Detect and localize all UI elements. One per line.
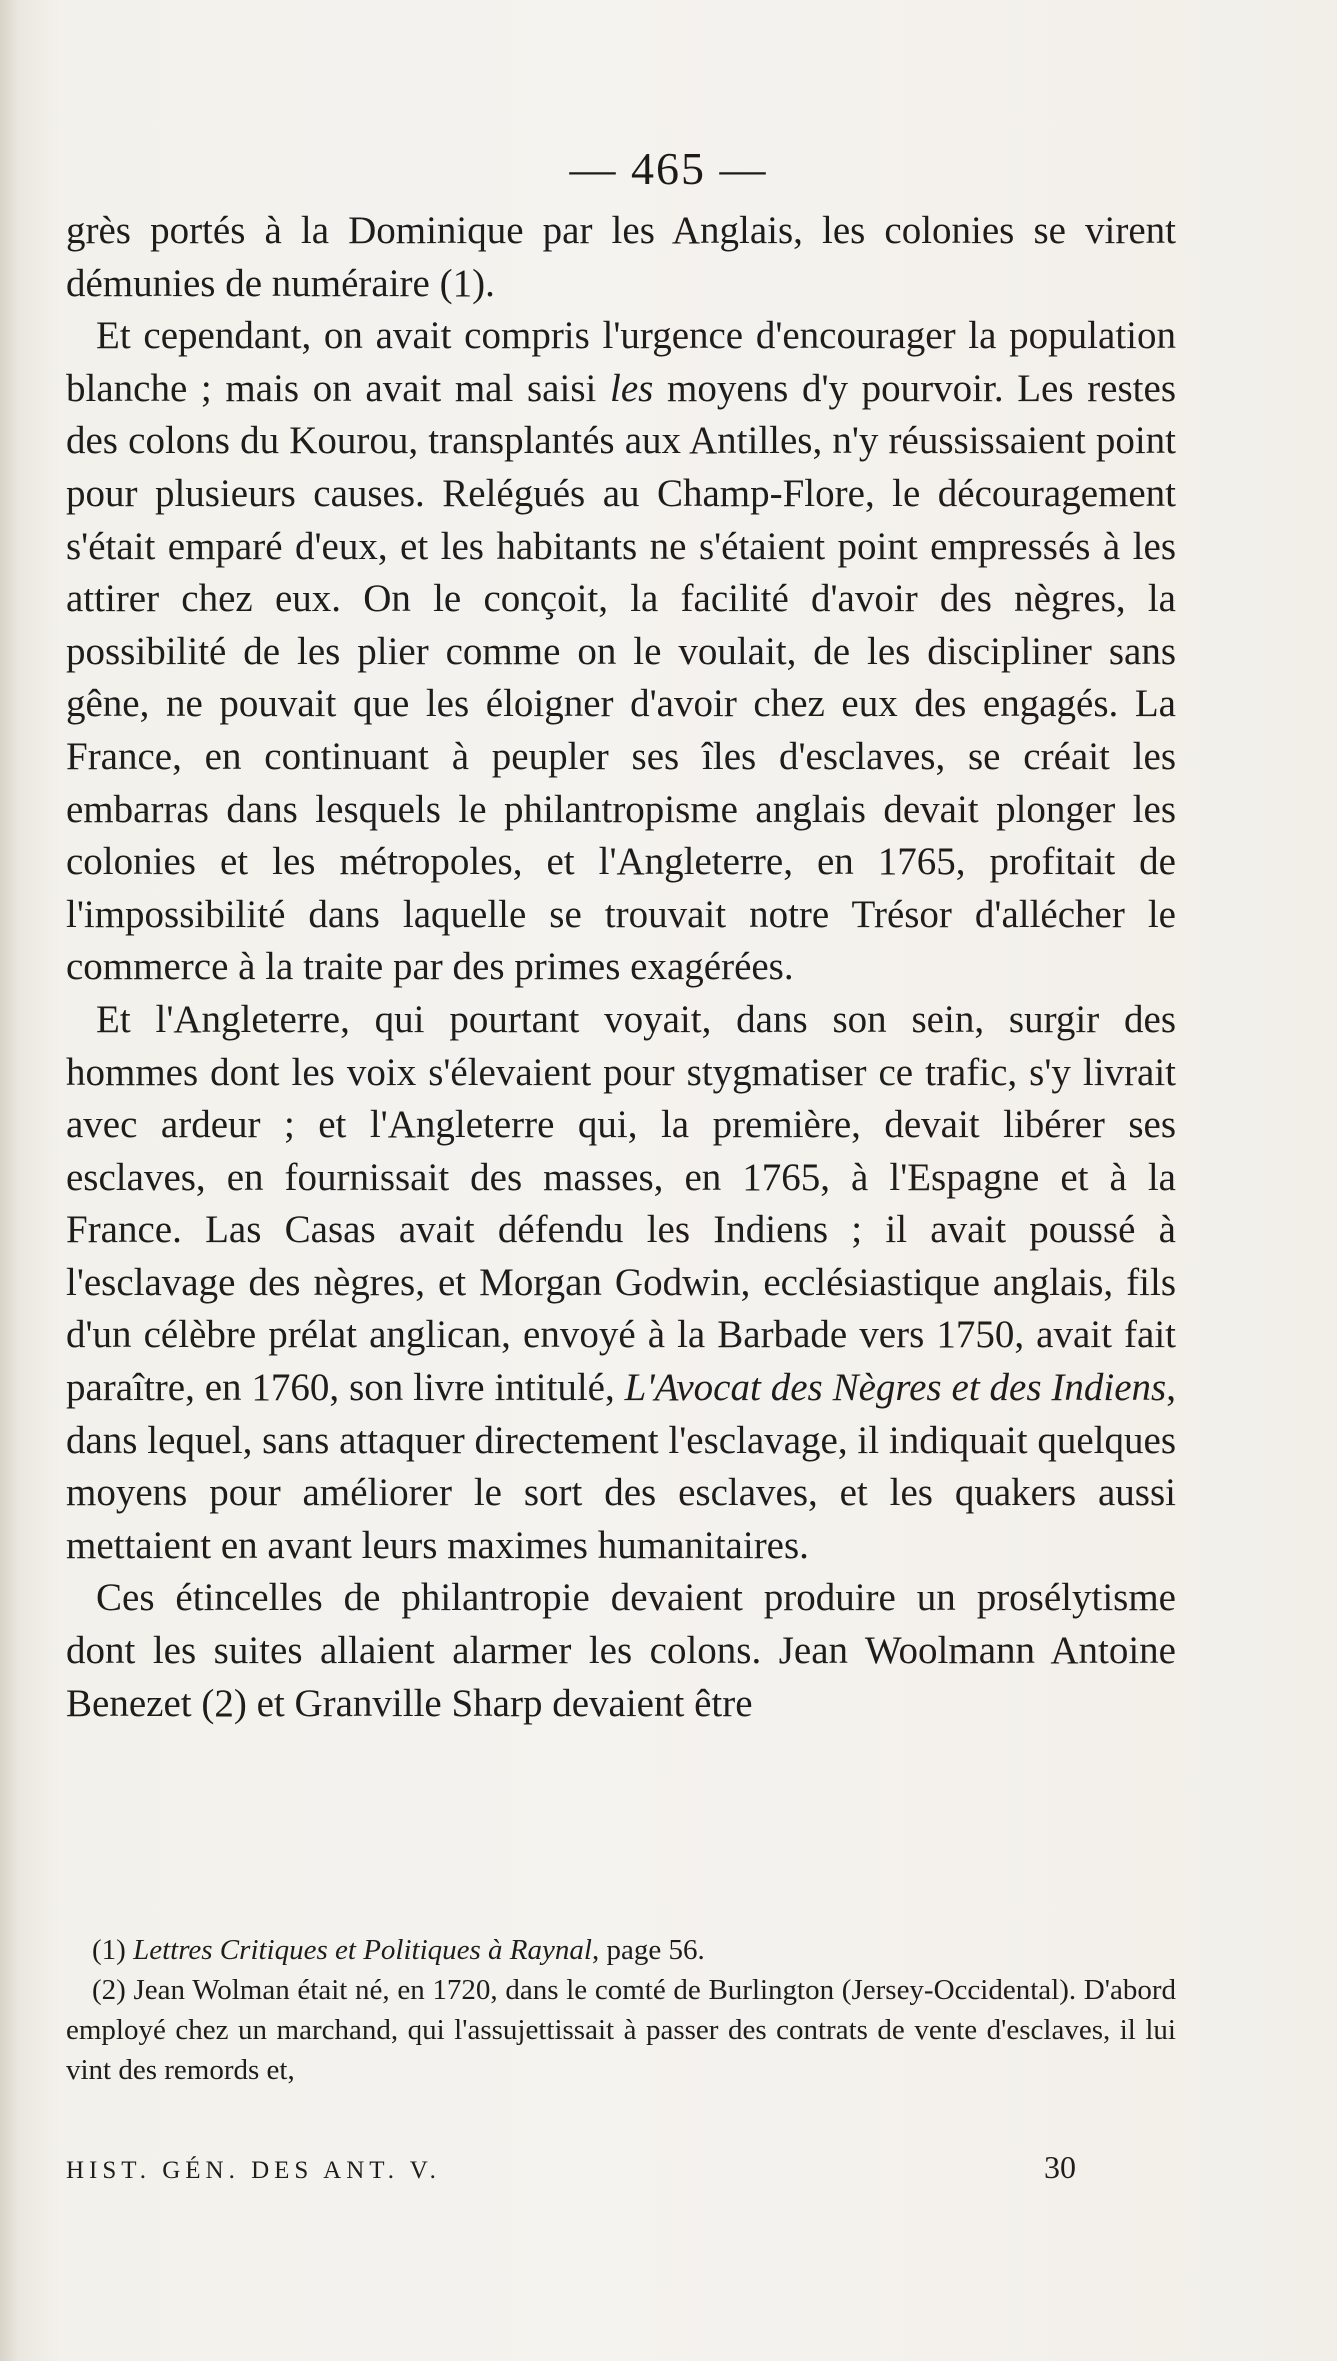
- paragraph-3: [66, 994, 1176, 1573]
- footnotes: [66, 1930, 1176, 2090]
- sheet-number: 30: [1044, 2149, 1076, 2185]
- printer-signature: HIST. GÉN. DES ANT. V.: [66, 2157, 441, 2184]
- text-run: grès portés à la Dominique par les Anglais, les colonies se virent démunies de numéraire (1).: [66, 209, 1176, 305]
- italic-text: L'Avocat des Nègres et des Indiens: [624, 1366, 1167, 1410]
- text-run: Et l'Angleterre, qui pourtant voyait, dans son sein, surgir des hommes dont les voix s'élevaient pour stygmatiser ce trafic, s'y livrait avec ardeur ; et l'Angleterre qui, la première, devait libérer ses esclaves, en fournissait des masses, en 1765, à l'Espagne et à la France. Las Casas avait défendu les Indiens ; il avait poussé à l'esclavage des nègres, et Morgan Godwin, ecclésiastique anglais, fils d'un célèbre prélat anglican, envoyé à la Barbade vers 1750, avait fait paraître, en 1760, son livre intitulé,: [66, 997, 1176, 1410]
- text-run: Ces étincelles de philantropie devaient produire un prosélytisme dont les suites allaient alarmer les colons. Jean Woolmann Antoine Benezet (2) et Granville Sharp devaient être: [66, 1576, 1176, 1725]
- page-gutter-shadow: [0, 0, 18, 2361]
- paragraph-1: [66, 205, 1176, 310]
- text-run: (2) Jean Wolman était né, en 1720, dans le comté de Burlington (Jersey-Occidental). D'abord employé chez un marchand, qui l'assujettissait à passer des contrats de vente d'esclaves, il lui vint des remords et,: [66, 1974, 1176, 2086]
- text-run: Et cependant, on avait compris l'urgence d'encourager la population blanche ; mais on avait mal saisi: [66, 314, 1176, 410]
- footnote-2: [66, 1970, 1176, 2090]
- page-footer: [66, 2149, 1076, 2185]
- text-run: , dans lequel, sans attaquer directement l'esclavage, il indiquait quelques moyens pour améliorer le sort des esclaves, et les quakers aussi mettaient en avant leurs maximes humanitaires.: [66, 1366, 1176, 1567]
- footnote-1: [66, 1930, 1176, 1970]
- italic-text: les: [610, 366, 654, 410]
- page-number: — 465 —: [569, 143, 768, 194]
- paragraph-4: [66, 1572, 1176, 1730]
- italic-text: Lettres Critiques et Politiques à Raynal: [133, 1934, 592, 1966]
- text-run: (1): [92, 1934, 134, 1966]
- text-run: , page 56.: [591, 1934, 705, 1966]
- body-text: [66, 205, 1176, 1730]
- paragraph-2: [66, 310, 1176, 994]
- text-run: moyens d'y pourvoir. Les restes des colons du Kourou, transplantés aux Antilles, n'y réussissaient point pour plusieurs causes. Relégués au Champ-Flore, le découragement s'était emparé d'eux, et les habitants ne s'étaient point empressés à les attirer chez eux. On le conçoit, la facilité d'avoir des nègres, la possibilité de les plier comme on le voulait, de les discipliner sans gêne, ne pouvait que les éloigner d'avoir chez eux des engagés. La France, en continuant à peupler ses îles d'esclaves, se créait les embarras dans lesquels le philantropisme anglais devait plonger les colonies et les métropoles, et l'Angleterre, en 1765, profitait de l'impossibilité dans laquelle se trouvait notre Trésor d'allécher le commerce à la traite par des primes exagérées.: [66, 366, 1176, 989]
